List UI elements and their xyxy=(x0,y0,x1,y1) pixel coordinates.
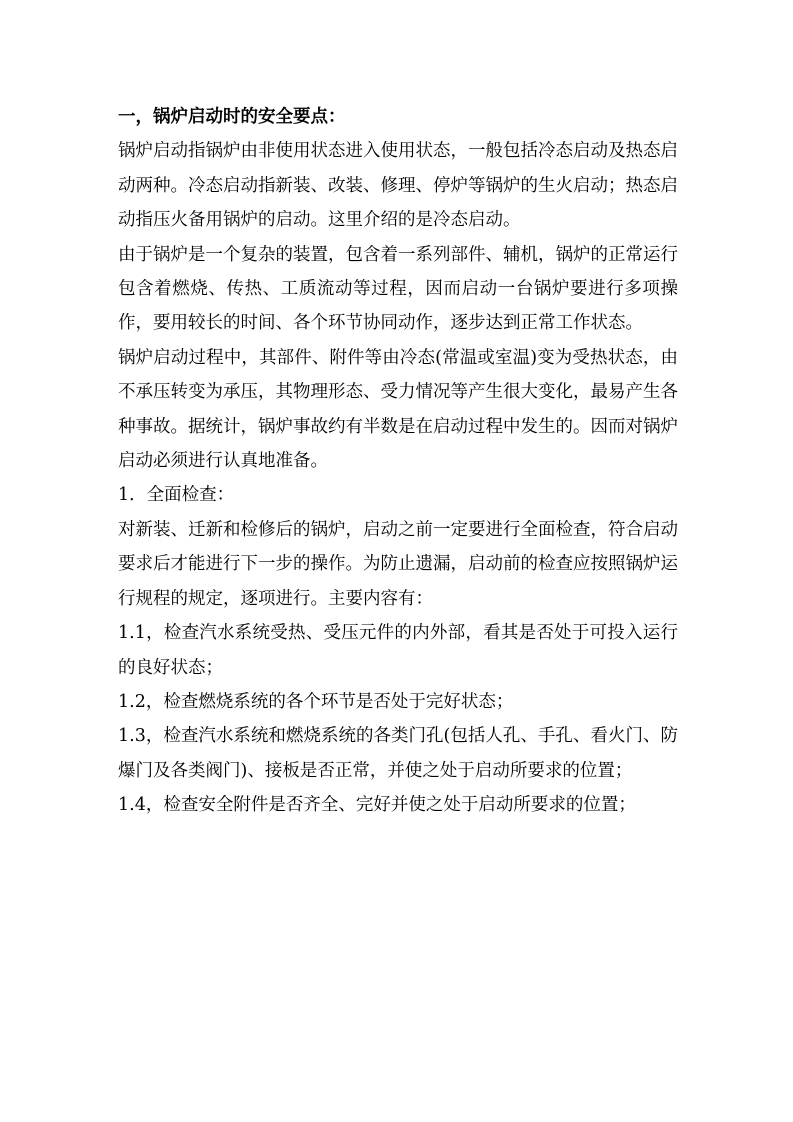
paragraph-accidents: 锅炉启动过程中，其部件、附件等由冷态(常温或室温)变为受热状态，由不承压转变为承压，其物理形态、受力情况等产生很大变化，最易产生各种事故。据统计，锅炉事故约有半数是在启动过程中发生的。因而对锅炉启动必须进行认真地准备。 xyxy=(118,347,678,472)
subheading-full-inspection: 1．全面检查： xyxy=(118,485,235,506)
paragraph-inspection-intro: 对新装、迁新和检修后的锅炉，启动之前一定要进行全面检查，符合启动要求后才能进行下一步的操作。为防止遗漏，启动前的检查应按照锅炉运行规程的规定，逐项进行。主要内容有： xyxy=(118,519,678,609)
list-item-1-2: 1.2，检查燃烧系统的各个环节是否处于完好状态； xyxy=(118,691,514,712)
list-item-1-3: 1.3，检查汽水系统和燃烧系统的各类门孔(包括人孔、手孔、看火门、防爆门及各类阀门)、接板是否正常，并使之处于启动所要求的位置； xyxy=(118,726,678,781)
paragraph-complexity: 由于锅炉是一个复杂的装置，包含着一系列部件、辅机，锅炉的正常运行包含着燃烧、传热、工质流动等过程，因而启动一台锅炉要进行多项操作，要用较长的时间、各个环节协同动作，逐步达到正常工作状态。 xyxy=(118,244,678,334)
section-heading: 一，锅炉启动时的安全要点： xyxy=(118,107,346,127)
list-item-1-1: 1.1，检查汽水系统受热、受压元件的内外部，看其是否处于可投入运行的良好状态； xyxy=(118,623,678,678)
document-body xyxy=(118,100,678,823)
paragraph-intro: 锅炉启动指锅炉由非使用状态进入使用状态，一般包括冷态启动及热态启动两种。冷态启动指新装、改装、修理、停炉等锅炉的生火启动；热态启动指压火备用锅炉的启动。这里介绍的是冷态启动。 xyxy=(118,141,678,231)
list-item-1-4: 1.4，检查安全附件是否齐全、完好并使之处于启动所要求的位置； xyxy=(118,795,636,816)
